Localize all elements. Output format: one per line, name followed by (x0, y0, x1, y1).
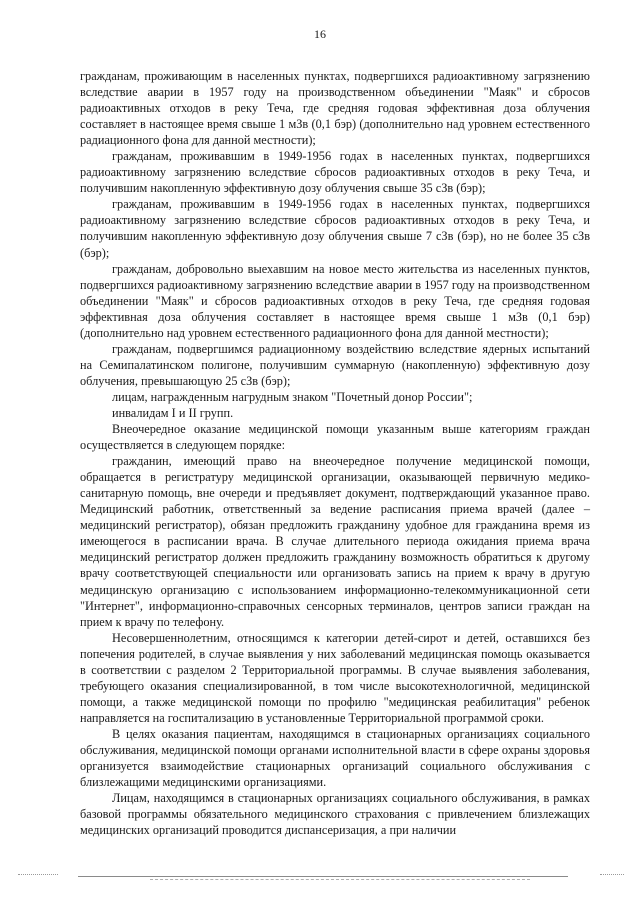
paragraph-honorary-donor: лицам, награжденным нагрудным знаком "Почетный донор России"; (112, 389, 473, 404)
paragraph-priority-procedure: гражданин, имеющий право на внеочередное получение медицинской помощи, обращается в регистратуру медицинской организации, оказывающей первичную медико-санитарную помощь, вне очереди и предъявляет документ, подтверждающий указанное право. Медицинский работник, ответственный за ведение расписания приема врачей (далее – медицинский регистратор), обязан предложить гражданину удобное для гражданина время из имеющегося в расписании врача. В случае длительного периода ожидания приема врача медицинский регистратор должен предложить гражданину возможность обратиться к другому врачу соответствующей специальности или организовать запись на прием к врачу в другую медицинскую организацию с использованием информационно-телекоммуникационной сети "Интернет", информационно-справочных сенсорных терминалов, центров записи граждан на прием к врачу по телефону. (80, 454, 590, 629)
page-number: 16 (314, 27, 326, 41)
paragraph-dispensary: Лицам, находящимся в стационарных организациях социального обслуживания, в рамках базовой программы обязательного медицинского страхования с привлечением близлежащих медицинских организаций проводится диспансеризация, а при наличии (80, 791, 590, 838)
paragraph-disabled-groups: инвалидам I и II групп. (112, 405, 234, 420)
paragraph-orphans: Несовершеннолетним, относящимся к категории детей-сирот и детей, оставшихся без попечения родителей, в случае выявления у них заболеваний медицинская помощь оказывается в соответствии с разделом 2 Территориальной программы. В случае выявления заболевания, требующего оказания специализированной, в том числе высокотехнологичной, медицинской помощи, а также медицинской помощи по профилю "медицинская реабилитация" ребенок направляется на госпитализацию в установленные Территориальной программой сроки. (80, 630, 590, 725)
paragraph-voluntary-relocation: гражданам, добровольно выехавшим на новое место жительства из населенных пунктов, подвергшихся радиоактивному загрязнению вследствие аварии в 1957 году на производственном объединении "Маяк" и сбросов радиоактивных отходов в реку Теча, где средняя годовая эффективная доза облучения составляет в настоящее время свыше 1 мЗв (0,1 бэр) (дополнительно над уровнем естественного радиационного фона для данной местности); (80, 261, 590, 340)
scan-mark-left (18, 874, 58, 875)
paragraph-techa-7-35-svz: гражданам, проживавшим в 1949-1956 годах в населенных пунктах, подвергшихся радиоактивному загрязнению вследствие сбросов радиоактивных отходов в реку Теча, и получившим накопленную эффективную дозу облучения свыше 7 сЗв (бэр), но не более 35 сЗв (бэр); (80, 197, 590, 260)
paragraph-mayak-residents: гражданам, проживающим в населенных пунктах, подвергшихся радиоактивному загрязнению вследствие аварии в 1957 году на производственном объединении "Маяк" и сбросов радиоактивных отходов в реку Теча, где средняя годовая эффективная доза облучения составляет в настоящее время свыше 1 мЗв (0,1 бэр) (дополнительно над уровнем естественного радиационного фона для данной местности); (80, 69, 590, 148)
document-body (80, 68, 590, 838)
footer-rule (78, 876, 568, 877)
scan-mark-right (600, 874, 624, 875)
paragraph-social-institutions: В целях оказания пациентам, находящимся в стационарных организациях социального обслуживания, медицинской помощи органами исполнительной власти в сфере охраны здоровья организуется взаимодействие стационарных организаций социального обслуживания с близлежащими медицинскими организациями. (80, 726, 590, 790)
paragraph-techa-35-svz: гражданам, проживавшим в 1949-1956 годах в населенных пунктах, подвергшихся радиоактивному загрязнению вследствие сбросов радиоактивных отходов в реку Теча, и получившим накопленную эффективную дозу облучения свыше 35 сЗв (бэр); (80, 149, 590, 196)
paragraph-priority-order-intro: Внеочередное оказание медицинской помощи указанным выше категориям граждан осуществляется в следующем порядке: (80, 422, 590, 453)
paragraph-semipalatinsk: гражданам, подвергшимся радиационному воздействию вследствие ядерных испытаний на Семипалатинском полигоне, получившим суммарную (накопленную) эффективную дозу облучения, превышающую 25 сЗв (бэр); (80, 341, 590, 388)
footer-scan-artifact (150, 879, 530, 880)
